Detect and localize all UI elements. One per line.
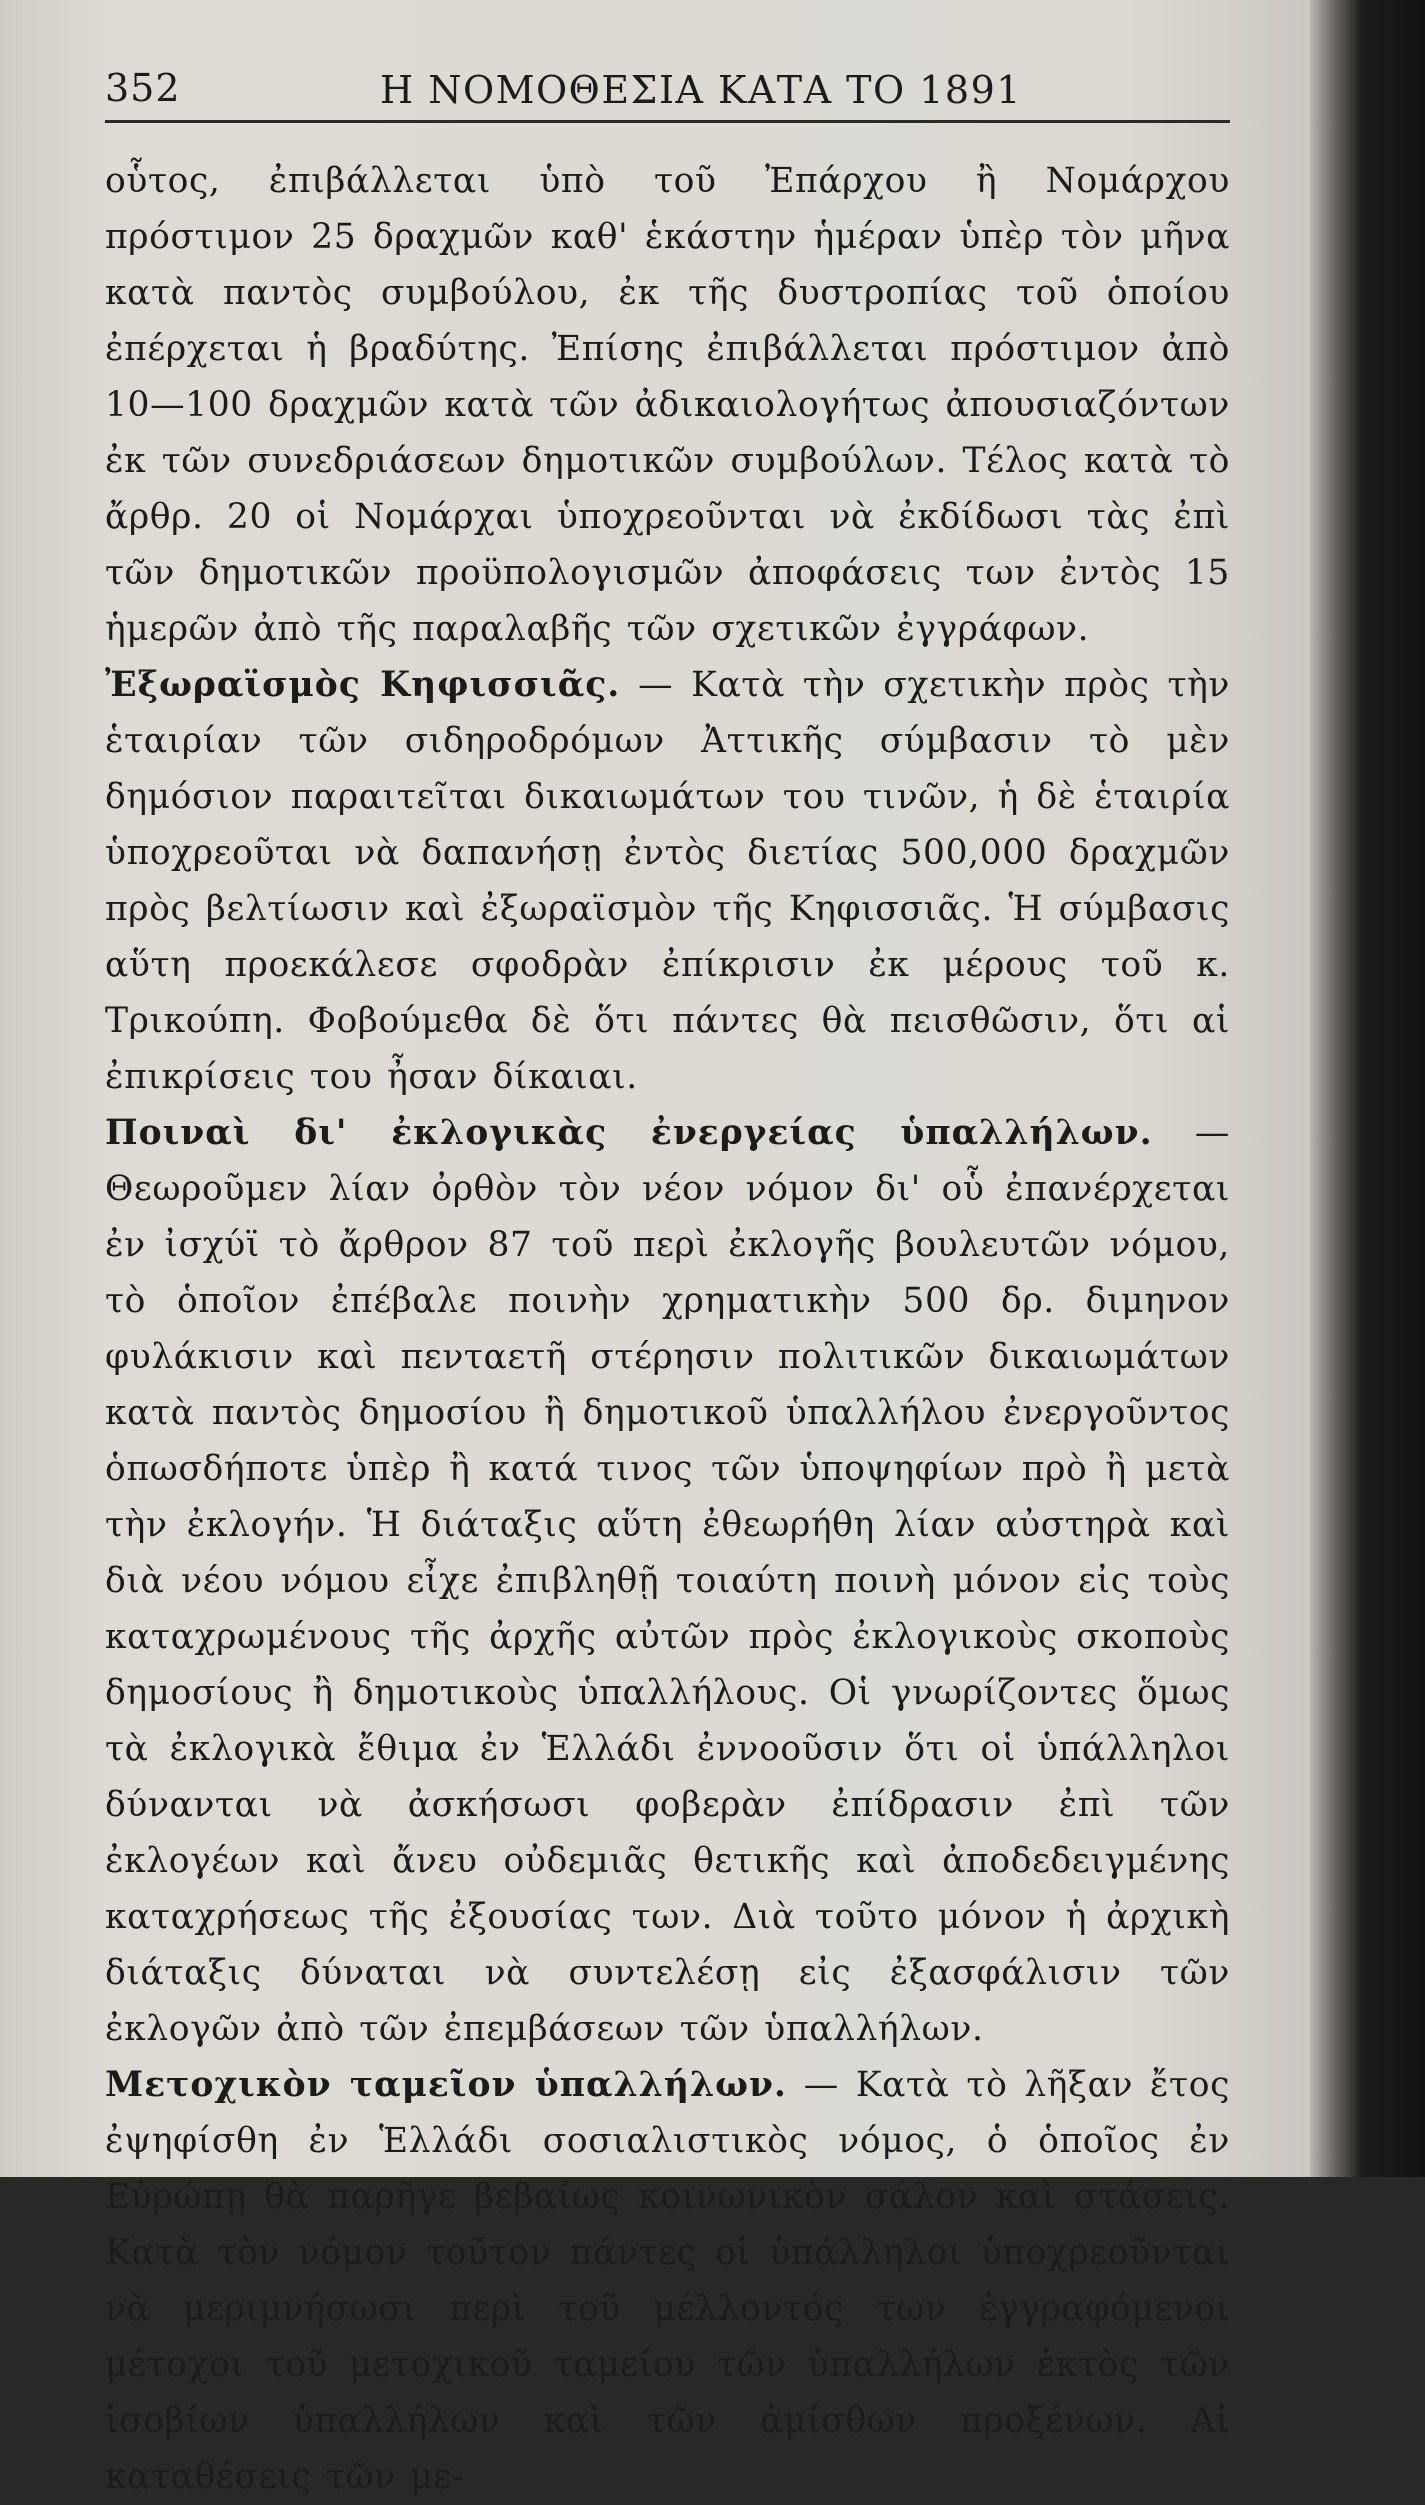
running-title: Η ΝΟΜΟΘΕΣΙΑ ΚΑΤΑ ΤΟ 1891 xyxy=(380,68,1022,112)
section-kifisia xyxy=(105,657,1230,1105)
paragraph-text: — Κατὰ τὸ λῆξαν ἔτος ἐψηφίσθη ἐν Ἑλλάδι σοσιαλιστικὸς νόμος, ὁ ὁποῖος ἐν Εὐρώπῃ θὰ παρῆγε βεβαίως κοινωνικὸν σάλον καὶ στάσεις. Κατὰ τὸν νόμον τοῦτον πάντες οἱ ὑπάλληλοι ὑποχρεοῦνται νὰ μεριμνήσωσι περὶ τοῦ μέλλοντός των ἐγγραφόμενοι μέτοχοι τοῦ μετοχικοῦ ταμείου τῶν ὑπαλλήλων ἐκτὸς τῶν ἰσοβίων ὑπαλλήλων καὶ τῶν ἀμίσθων προξένων. Αἱ καταθέσεις τῶν με- xyxy=(105,2065,1231,2497)
paragraph-text: οὗτος, ἐπιβάλλεται ὑπὸ τοῦ Ἐπάρχου ἢ Νομάρχου πρόστιμον 25 δραχμῶν καθ' ἑκάστην ἡμέραν ὑπὲρ τὸν μῆνα κατὰ παντὸς συμβούλου, ἐκ τῆς δυστροπίας τοῦ ὁποίου ἐπέρχεται ἡ βραδύτης. Ἐπίσης ἐπιβάλλεται πρόστιμον ἀπὸ 10—100 δραχμῶν κατὰ τῶν ἀδικαιολογήτως ἀπουσιαζόντων ἐκ τῶν συνεδριάσεων δημοτικῶν συμβούλων. Τέλος κατὰ τὸ ἄρθρ. 20 οἱ Νομάρχαι ὑποχρεοῦνται νὰ ἐκδίδωσι τὰς ἐπὶ τῶν δημοτικῶν προϋπολογισμῶν ἀποφάσεις των ἐντὸς 15 ἡμερῶν ἀπὸ τῆς παραλαβῆς τῶν σχετικῶν ἐγγράφων. xyxy=(105,161,1230,649)
section-heading: Ἐξωραϊσμὸς Κηφισσιᾶς. xyxy=(105,665,621,705)
page-body xyxy=(105,153,1230,2505)
page-header xyxy=(105,40,1230,123)
paragraph-text: — Θεωροῦμεν λίαν ὀρθὸν τὸν νέον νόμον δι' οὗ ἐπανέρχεται ἐν ἰσχύϊ τὸ ἄρθρον 87 τοῦ περὶ ἐκλογῆς βουλευτῶν νόμου, τὸ ὁποῖον ἐπέβαλε ποινὴν χρηματικὴν 500 δρ. διμηνον φυλάκισιν καὶ πενταετῆ στέρησιν πολιτικῶν δικαιωμάτων κατὰ παντὸς δημοσίου ἢ δημοτικοῦ ὑπαλλήλου ἐνεργοῦντος ὁπωσδήποτε ὑπὲρ ἢ κατά τινος τῶν ὑποψηφίων πρὸ ἢ μετὰ τὴν ἐκλογήν. Ἡ διάταξις αὕτη ἐθεωρήθη λίαν αὐστηρὰ καὶ διὰ νέου νόμου εἶχε ἐπιβληθῇ τοιαύτη ποινὴ μόνον εἰς τοὺς καταχρωμένους τῆς ἀρχῆς αὐτῶν πρὸς ἐκλογικοὺς σκοποὺς δημοσίους ἢ δημοτικοὺς ὑπαλλήλους. Οἱ γνωρίζοντες ὅμως τὰ ἐκλογικὰ ἔθιμα ἐν Ἑλλάδι ἐννοοῦσιν ὅτι οἱ ὑπάλληλοι δύνανται νὰ ἀσκήσωσι φοβερὰν ἐπίδρασιν ἐπὶ τῶν ἐκλογέων καὶ ἄνευ οὐδεμιᾶς θετικῆς καὶ ἀποδεδειγμένης καταχρήσεως τῆς ἐξουσίας των. Διὰ τοῦτο μόνον ἡ ἀρχικὴ διάταξις δύναται νὰ συντελέσῃ εἰς ἐξασφάλισιν τῶν ἐκλογῶν ἀπὸ τῶν ἐπεμβάσεων τῶν ὑπαλλήλων. xyxy=(105,1113,1230,2049)
paragraph-text: — Κατὰ τὴν σχετικὴν πρὸς τὴν ἑταιρίαν τῶν σιδηροδρόμων Ἀττικῆς σύμβασιν τὸ μὲν δημόσιον παραιτεῖται δικαιωμάτων του τινῶν, ἡ δὲ ἑταιρία ὑποχρεοῦται νὰ δαπανήσῃ ἐντὸς διετίας 500,000 δραχμῶν πρὸς βελτίωσιν καὶ ἐξωραϊσμὸν τῆς Κηφισσιᾶς. Ἡ σύμβασις αὕτη προεκάλεσε σφοδρὰν ἐπίκρισιν ἐκ μέρους τοῦ κ. Τρικούπη. Φοβούμεθα δὲ ὅτι πάντες θὰ πεισθῶσιν, ὅτι αἱ ἐπικρίσεις του ἦσαν δίκαιαι. xyxy=(105,665,1231,1097)
section-pension-fund xyxy=(105,2057,1230,2505)
section-penalties xyxy=(105,1105,1230,2057)
section-heading: Μετοχικὸν ταμεῖον ὑπαλλήλων. xyxy=(105,2065,787,2105)
book-edge-shadow xyxy=(1310,0,1425,2177)
page-number: 352 xyxy=(105,66,181,110)
section-heading: Ποιναὶ δι' ἐκλογικὰς ἐνεργείας ὑπαλλήλων. xyxy=(105,1113,1153,1153)
paragraph-continued xyxy=(105,153,1230,657)
